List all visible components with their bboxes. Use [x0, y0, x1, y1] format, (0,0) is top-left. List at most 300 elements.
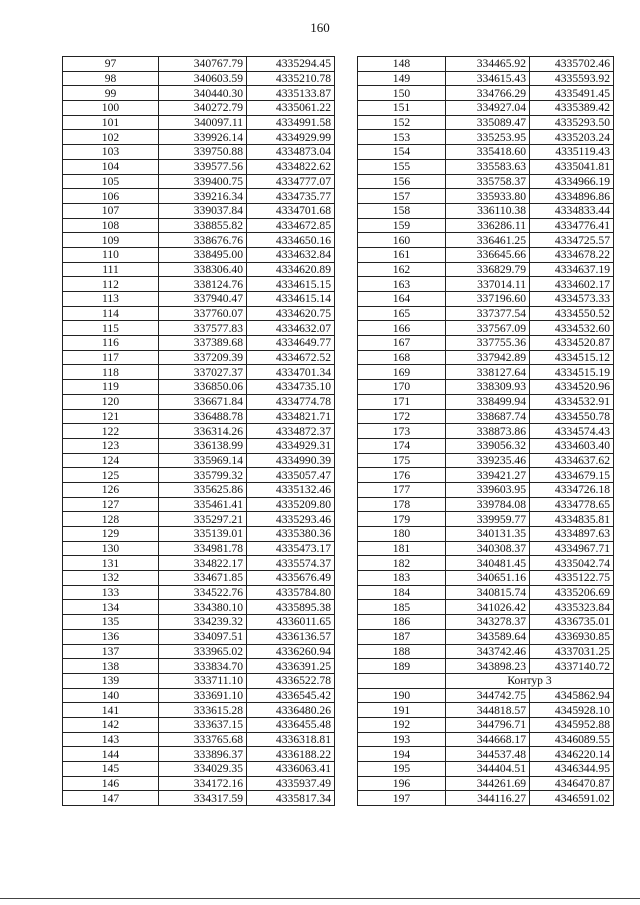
x-coordinate: 339603.95 [446, 482, 530, 497]
point-number: 171 [358, 394, 446, 409]
y-coordinate: 4334520.96 [530, 380, 614, 395]
y-coordinate: 4334615.15 [247, 277, 335, 292]
y-coordinate: 4334637.62 [530, 453, 614, 468]
x-coordinate: 343278.37 [446, 615, 530, 630]
point-number: 120 [63, 394, 159, 409]
point-number: 101 [63, 115, 159, 130]
point-number: 128 [63, 512, 159, 527]
table-row [63, 233, 335, 248]
y-coordinate: 4334929.99 [247, 130, 335, 145]
table-row [63, 409, 335, 424]
table-row [358, 659, 614, 674]
table-row [358, 336, 614, 351]
point-number: 146 [63, 776, 159, 791]
point-number: 133 [63, 585, 159, 600]
point-number: 131 [63, 556, 159, 571]
table-row [358, 130, 614, 145]
y-coordinate: 4334574.43 [530, 424, 614, 439]
x-coordinate: 336645.66 [446, 247, 530, 262]
table-row [358, 424, 614, 439]
point-number: 155 [358, 159, 446, 174]
table-row [358, 776, 614, 791]
table-row [358, 717, 614, 732]
table-row [63, 600, 335, 615]
point-number: 135 [63, 615, 159, 630]
point-number: 115 [63, 321, 159, 336]
point-number: 164 [358, 292, 446, 307]
table-row [63, 365, 335, 380]
y-coordinate: 4336930.85 [530, 629, 614, 644]
table-row [63, 203, 335, 218]
table-row [358, 791, 614, 806]
table-row [358, 86, 614, 101]
point-number: 153 [358, 130, 446, 145]
table-row [358, 747, 614, 762]
x-coordinate: 338306.40 [159, 262, 247, 277]
y-coordinate: 4335209.80 [247, 497, 335, 512]
point-number: 111 [63, 262, 159, 277]
x-coordinate: 338687.74 [446, 409, 530, 424]
point-number: 197 [358, 791, 446, 806]
y-coordinate: 4334966.19 [530, 174, 614, 189]
table-row [63, 747, 335, 762]
x-coordinate: 335139.01 [159, 527, 247, 542]
x-coordinate: 339037.84 [159, 203, 247, 218]
table-row [63, 101, 335, 116]
y-coordinate: 4336136.57 [247, 629, 335, 644]
y-coordinate: 4334776.41 [530, 218, 614, 233]
point-number: 192 [358, 717, 446, 732]
y-coordinate: 4335574.37 [247, 556, 335, 571]
point-number: 97 [63, 57, 159, 72]
table-row [63, 629, 335, 644]
point-number: 148 [358, 57, 446, 72]
x-coordinate: 337389.68 [159, 336, 247, 351]
y-coordinate: 4335293.50 [530, 115, 614, 130]
y-coordinate: 4334520.87 [530, 336, 614, 351]
table-row [63, 615, 335, 630]
table-row [358, 732, 614, 747]
table-row [63, 438, 335, 453]
table-row [358, 541, 614, 556]
point-number: 114 [63, 306, 159, 321]
table-row [358, 585, 614, 600]
x-coordinate: 335933.80 [446, 189, 530, 204]
table-row [63, 512, 335, 527]
point-number: 107 [63, 203, 159, 218]
table-row [63, 527, 335, 542]
table-row [63, 277, 335, 292]
point-number: 122 [63, 424, 159, 439]
point-number: 193 [358, 732, 446, 747]
x-coordinate: 337755.36 [446, 336, 530, 351]
y-coordinate: 4335294.45 [247, 57, 335, 72]
table-row [63, 218, 335, 233]
x-coordinate: 344742.75 [446, 688, 530, 703]
point-number: 177 [358, 482, 446, 497]
point-number: 106 [63, 189, 159, 204]
y-coordinate: 4346089.55 [530, 732, 614, 747]
page-number: 160 [310, 20, 330, 35]
point-number: 147 [63, 791, 159, 806]
x-coordinate: 335583.63 [446, 159, 530, 174]
table-row [358, 115, 614, 130]
x-coordinate: 340481.45 [446, 556, 530, 571]
y-coordinate: 4335132.46 [247, 482, 335, 497]
x-coordinate: 333711.10 [159, 673, 247, 688]
table-row [358, 703, 614, 718]
point-number: 176 [358, 468, 446, 483]
point-number: 189 [358, 659, 446, 674]
y-coordinate: 4335937.49 [247, 776, 335, 791]
x-coordinate: 340308.37 [446, 541, 530, 556]
section-label: Контур 3 [446, 673, 614, 688]
point-number: 191 [358, 703, 446, 718]
y-coordinate: 4334515.12 [530, 350, 614, 365]
y-coordinate: 4335380.36 [247, 527, 335, 542]
y-coordinate: 4334650.16 [247, 233, 335, 248]
y-coordinate: 4335133.87 [247, 86, 335, 101]
point-number: 138 [63, 659, 159, 674]
point-number: 178 [358, 497, 446, 512]
y-coordinate: 4334725.57 [530, 233, 614, 248]
y-coordinate: 4335203.24 [530, 130, 614, 145]
table-row [358, 277, 614, 292]
y-coordinate: 4334672.85 [247, 218, 335, 233]
table-row [358, 629, 614, 644]
x-coordinate: 339784.08 [446, 497, 530, 512]
y-coordinate: 4335293.46 [247, 512, 335, 527]
x-coordinate: 339577.56 [159, 159, 247, 174]
x-coordinate: 340767.79 [159, 57, 247, 72]
point-number: 169 [358, 365, 446, 380]
point-number: 184 [358, 585, 446, 600]
table-row [358, 71, 614, 86]
table-row [63, 791, 335, 806]
x-coordinate: 333834.70 [159, 659, 247, 674]
y-coordinate: 4334835.81 [530, 512, 614, 527]
x-coordinate: 337014.11 [446, 277, 530, 292]
x-coordinate: 340440.30 [159, 86, 247, 101]
point-number: 145 [63, 762, 159, 777]
point-number: 180 [358, 527, 446, 542]
y-coordinate: 4335323.84 [530, 600, 614, 615]
table-row [63, 556, 335, 571]
table-row [358, 571, 614, 586]
x-coordinate: 333765.68 [159, 732, 247, 747]
y-coordinate: 4334672.52 [247, 350, 335, 365]
x-coordinate: 334766.29 [446, 86, 530, 101]
x-coordinate: 343742.46 [446, 644, 530, 659]
table-row [63, 145, 335, 160]
point-number: 188 [358, 644, 446, 659]
y-coordinate: 4345952.88 [530, 717, 614, 732]
point-number: 172 [358, 409, 446, 424]
y-coordinate: 4336260.94 [247, 644, 335, 659]
point-number: 108 [63, 218, 159, 233]
point-number: 186 [358, 615, 446, 630]
y-coordinate: 4334897.63 [530, 527, 614, 542]
x-coordinate: 337377.54 [446, 306, 530, 321]
y-coordinate: 4346470.87 [530, 776, 614, 791]
y-coordinate: 4334821.71 [247, 409, 335, 424]
point-number: 121 [63, 409, 159, 424]
y-coordinate: 4337031.25 [530, 644, 614, 659]
table-row [63, 541, 335, 556]
table-row [358, 145, 614, 160]
y-coordinate: 4334701.68 [247, 203, 335, 218]
point-number: 149 [358, 71, 446, 86]
y-coordinate: 4336480.26 [247, 703, 335, 718]
y-coordinate: 4335895.38 [247, 600, 335, 615]
table-row [358, 321, 614, 336]
x-coordinate: 334029.35 [159, 762, 247, 777]
point-number: 117 [63, 350, 159, 365]
table-row [358, 512, 614, 527]
x-coordinate: 335089.47 [446, 115, 530, 130]
x-coordinate: 333691.10 [159, 688, 247, 703]
y-coordinate: 4335122.75 [530, 571, 614, 586]
point-number: 196 [358, 776, 446, 791]
table-row [63, 189, 335, 204]
table-row [63, 497, 335, 512]
table-row [63, 424, 335, 439]
point-number: 150 [358, 86, 446, 101]
y-coordinate: 4334872.37 [247, 424, 335, 439]
point-number: 127 [63, 497, 159, 512]
table-row [358, 453, 614, 468]
x-coordinate: 339056.32 [446, 438, 530, 453]
y-coordinate: 4336522.78 [247, 673, 335, 688]
point-number: 137 [63, 644, 159, 659]
table-row [358, 527, 614, 542]
x-coordinate: 338676.76 [159, 233, 247, 248]
table-row [358, 262, 614, 277]
y-coordinate: 4334573.33 [530, 292, 614, 307]
x-coordinate: 344818.57 [446, 703, 530, 718]
x-coordinate: 334317.59 [159, 791, 247, 806]
x-coordinate: 340603.59 [159, 71, 247, 86]
x-coordinate: 344404.51 [446, 762, 530, 777]
y-coordinate: 4334726.18 [530, 482, 614, 497]
y-coordinate: 4334620.75 [247, 306, 335, 321]
point-number: 129 [63, 527, 159, 542]
table-row [63, 703, 335, 718]
x-coordinate: 336286.11 [446, 218, 530, 233]
table-row [63, 336, 335, 351]
point-number: 167 [358, 336, 446, 351]
y-coordinate: 4334991.58 [247, 115, 335, 130]
point-number: 119 [63, 380, 159, 395]
table-row [63, 482, 335, 497]
point-number: 183 [358, 571, 446, 586]
table-row [63, 262, 335, 277]
x-coordinate: 333637.15 [159, 717, 247, 732]
y-coordinate: 4334678.22 [530, 247, 614, 262]
y-coordinate: 4334515.19 [530, 365, 614, 380]
x-coordinate: 335253.95 [446, 130, 530, 145]
x-coordinate: 339216.34 [159, 189, 247, 204]
x-coordinate: 335758.37 [446, 174, 530, 189]
table-row [358, 409, 614, 424]
point-number: 190 [358, 688, 446, 703]
x-coordinate: 337942.89 [446, 350, 530, 365]
point-number: 151 [358, 101, 446, 116]
point-number: 179 [358, 512, 446, 527]
point-number: 142 [63, 717, 159, 732]
y-coordinate: 4336545.42 [247, 688, 335, 703]
y-coordinate: 4334774.78 [247, 394, 335, 409]
table-row [358, 203, 614, 218]
x-coordinate: 335969.14 [159, 453, 247, 468]
point-number: 160 [358, 233, 446, 248]
point-number: 136 [63, 629, 159, 644]
x-coordinate: 338499.94 [446, 394, 530, 409]
point-number: 175 [358, 453, 446, 468]
point-number: 132 [63, 571, 159, 586]
x-coordinate: 340131.35 [446, 527, 530, 542]
point-number: 161 [358, 247, 446, 262]
table-row [358, 57, 614, 72]
x-coordinate: 335297.21 [159, 512, 247, 527]
point-number: 105 [63, 174, 159, 189]
x-coordinate: 335461.41 [159, 497, 247, 512]
x-coordinate: 343589.64 [446, 629, 530, 644]
x-coordinate: 344668.17 [446, 732, 530, 747]
y-coordinate: 4334637.19 [530, 262, 614, 277]
x-coordinate: 335625.86 [159, 482, 247, 497]
section-header-row [358, 673, 614, 688]
y-coordinate: 4336735.01 [530, 615, 614, 630]
x-coordinate: 338873.86 [446, 424, 530, 439]
point-number: 157 [358, 189, 446, 204]
x-coordinate: 333965.02 [159, 644, 247, 659]
x-coordinate: 337567.09 [446, 321, 530, 336]
point-number: 116 [63, 336, 159, 351]
point-number: 98 [63, 71, 159, 86]
empty-cell [358, 673, 446, 688]
point-number: 130 [63, 541, 159, 556]
x-coordinate: 336488.78 [159, 409, 247, 424]
y-coordinate: 4334896.86 [530, 189, 614, 204]
table-row [63, 453, 335, 468]
y-coordinate: 4334833.44 [530, 203, 614, 218]
y-coordinate: 4334532.60 [530, 321, 614, 336]
point-number: 182 [358, 556, 446, 571]
table-row [63, 321, 335, 336]
table-row [63, 717, 335, 732]
table-row [358, 247, 614, 262]
point-number: 163 [358, 277, 446, 292]
point-number: 124 [63, 453, 159, 468]
y-coordinate: 4334967.71 [530, 541, 614, 556]
point-number: 104 [63, 159, 159, 174]
table-row [358, 556, 614, 571]
x-coordinate: 338495.00 [159, 247, 247, 262]
x-coordinate: 336829.79 [446, 262, 530, 277]
x-coordinate: 344796.71 [446, 717, 530, 732]
y-coordinate: 4334990.39 [247, 453, 335, 468]
x-coordinate: 335418.60 [446, 145, 530, 160]
x-coordinate: 340097.11 [159, 115, 247, 130]
table-row [358, 615, 614, 630]
table-row [358, 688, 614, 703]
y-coordinate: 4336455.48 [247, 717, 335, 732]
y-coordinate: 4335061.22 [247, 101, 335, 116]
y-coordinate: 4334532.91 [530, 394, 614, 409]
y-coordinate: 4335784.80 [247, 585, 335, 600]
table-row [63, 71, 335, 86]
x-coordinate: 337027.37 [159, 365, 247, 380]
y-coordinate: 4335389.42 [530, 101, 614, 116]
y-coordinate: 4346344.95 [530, 762, 614, 777]
y-coordinate: 4334873.04 [247, 145, 335, 160]
point-number: 194 [358, 747, 446, 762]
table-row [63, 732, 335, 747]
point-number: 140 [63, 688, 159, 703]
table-row [63, 380, 335, 395]
y-coordinate: 4334929.31 [247, 438, 335, 453]
x-coordinate: 334465.92 [446, 57, 530, 72]
x-coordinate: 340815.74 [446, 585, 530, 600]
x-coordinate: 344261.69 [446, 776, 530, 791]
point-number: 162 [358, 262, 446, 277]
point-number: 100 [63, 101, 159, 116]
y-coordinate: 4335041.81 [530, 159, 614, 174]
point-number: 168 [358, 350, 446, 365]
x-coordinate: 337577.83 [159, 321, 247, 336]
y-coordinate: 4335491.45 [530, 86, 614, 101]
table-row [358, 497, 614, 512]
x-coordinate: 336110.38 [446, 203, 530, 218]
y-coordinate: 4337140.72 [530, 659, 614, 674]
y-coordinate: 4336011.65 [247, 615, 335, 630]
point-number: 185 [358, 600, 446, 615]
x-coordinate: 337760.07 [159, 306, 247, 321]
point-number: 154 [358, 145, 446, 160]
table-row [63, 130, 335, 145]
y-coordinate: 4334615.14 [247, 292, 335, 307]
coordinates-table-left [62, 56, 335, 806]
point-number: 174 [358, 438, 446, 453]
x-coordinate: 334671.85 [159, 571, 247, 586]
x-coordinate: 334522.76 [159, 585, 247, 600]
y-coordinate: 4334620.89 [247, 262, 335, 277]
point-number: 99 [63, 86, 159, 101]
point-number: 141 [63, 703, 159, 718]
point-number: 134 [63, 600, 159, 615]
x-coordinate: 334822.17 [159, 556, 247, 571]
x-coordinate: 344537.48 [446, 747, 530, 762]
x-coordinate: 334615.43 [446, 71, 530, 86]
x-coordinate: 341026.42 [446, 600, 530, 615]
y-coordinate: 4336318.81 [247, 732, 335, 747]
point-number: 143 [63, 732, 159, 747]
point-number: 173 [358, 424, 446, 439]
y-coordinate: 4334550.52 [530, 306, 614, 321]
point-number: 195 [358, 762, 446, 777]
y-coordinate: 4336391.25 [247, 659, 335, 674]
table-row [358, 482, 614, 497]
y-coordinate: 4335206.69 [530, 585, 614, 600]
table-row [63, 292, 335, 307]
x-coordinate: 335799.32 [159, 468, 247, 483]
y-coordinate: 4334735.10 [247, 380, 335, 395]
table-row [63, 57, 335, 72]
table-row [63, 571, 335, 586]
y-coordinate: 4334649.77 [247, 336, 335, 351]
y-coordinate: 4335042.74 [530, 556, 614, 571]
